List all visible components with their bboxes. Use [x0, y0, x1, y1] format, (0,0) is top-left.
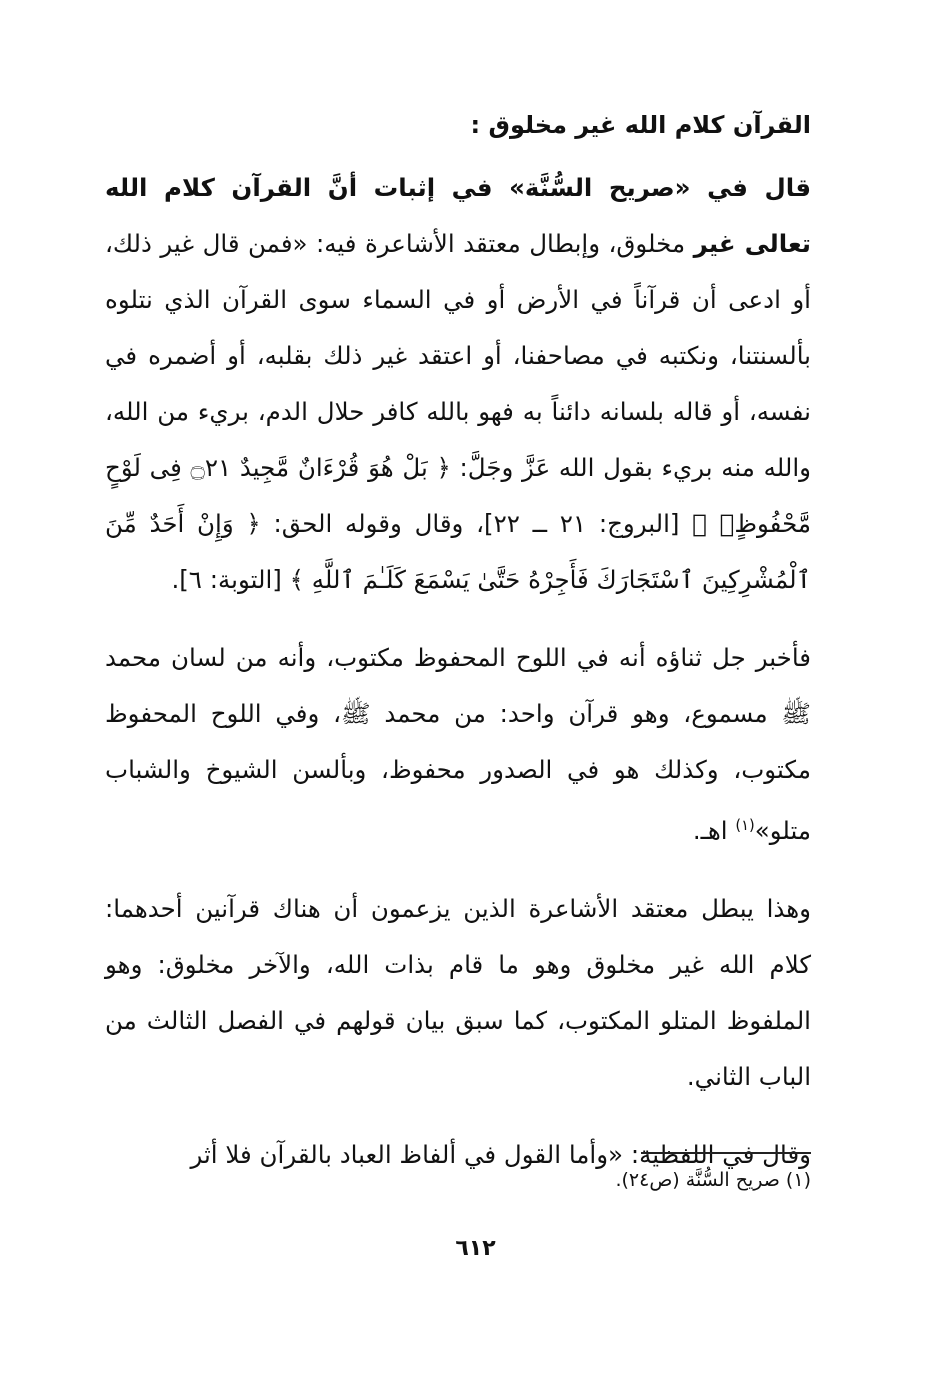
paragraph-2-tail: اهـ. — [692, 816, 736, 846]
footnote: (١) صريح السُّنَّة (ص٢٤). — [615, 1169, 811, 1191]
paragraph-4: وقال في اللفظية: «وأما القول في ألفاظ العباد بالقرآن فلا أثر — [190, 1140, 811, 1170]
page-body — [105, 100, 811, 1183]
paragraph-3: وهذا يبطل معتقد الأشاعرة الذين يزعمون أن هناك قرآنين أحدهما: كلام الله غير مخلوق وهو ما قام بذات الله، والآخر مخلوق: وهو الملفوظ المتلو المكتوب، كما سبق بيان قولهم في الفصل الثالث من الباب الثاني. — [105, 894, 811, 1092]
paragraph-1 — [105, 160, 811, 608]
paragraph-1-body: مخلوق، وإبطال معتقد الأشاعرة فيه: «فمن قال غير ذلك، أو ادعى أن قرآناً في الأرض أو في السماء سوى القرآن الذي نتلوه بألسنتنا، ونكتبه في مصاحفنا، أو اعتقد غير ذلك بقلبه، أو أضمره في نفسه، أو قاله بلسانه دائناً به فهو بالله كافر حلال الدم، بريء من الله، والله منه بريء بقول الله عَزَّ وجَلَّ: ﴿ بَلْ هُوَ قُرْءَانٌ مَّجِيدٌ ۝٢١ فِى لَوْحٍ مَّحْفُوظٍۭ ﴾ [البروج: ٢١ ــ ٢٢]، وقال وقوله الحق: ﴿ وَإِنْ أَحَدٌ مِّنَ ٱلْمُشْرِكِينَ ٱسْتَجَارَكَ فَأَجِرْهُ حَتَّىٰ يَسْمَعَ كَلَـٰمَ ٱللَّهِ ﴾ [التوبة: ٦]. — [105, 229, 812, 594]
footnote-divider — [641, 1152, 811, 1154]
section-heading: القرآن كلام الله غير مخلوق : — [470, 111, 811, 139]
page-number: ٦١٢ — [455, 1236, 496, 1261]
paragraph-2 — [105, 630, 811, 859]
paragraph-2-body: فأخبر جل ثناؤه أنه في اللوح المحفوظ مكتوب، وأنه من لسان محمد ﷺ مسموع، وهو قرآن واحد: من محمد ﷺ، وفي اللوح المحفوظ مكتوب، وكذلك هو في الصدور محفوظ، وبألسن الشيوخ والشباب متلو» — [105, 643, 811, 846]
footnote-reference[interactable]: (١) — [735, 817, 755, 834]
paragraph-1-lead: قال في «صريح السُّنَّة» في إثبات أنَّ القرآن كلام الله تعالى غير — [105, 173, 811, 258]
